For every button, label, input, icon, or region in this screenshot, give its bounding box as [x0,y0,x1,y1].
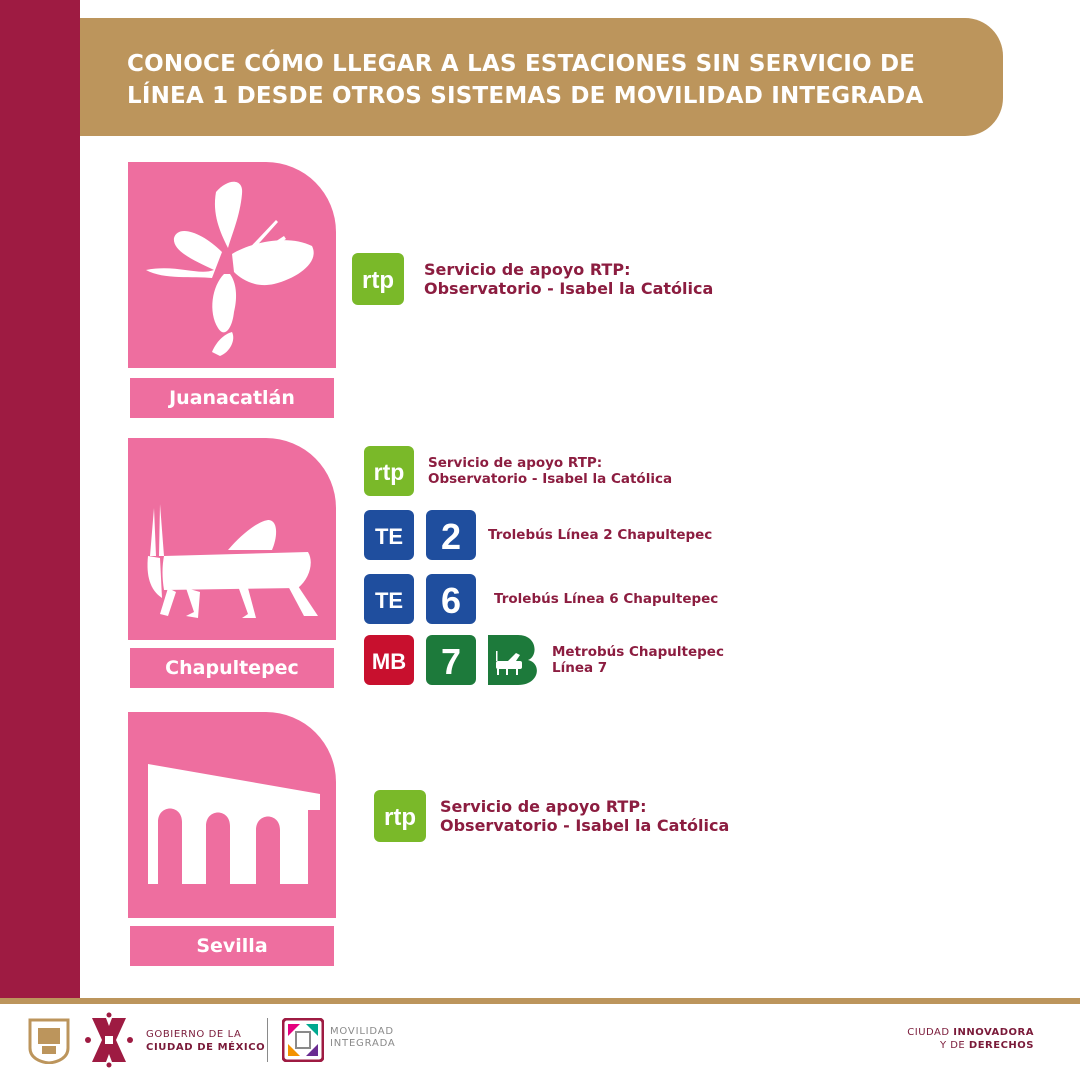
service-title: Trolebús Línea 6 Chapultepec [494,590,719,607]
gobierno-line-2: CIUDAD DE MÉXICO [146,1042,266,1053]
service-text [428,455,672,487]
line-2-badge [426,510,476,560]
service-title: Servicio de apoyo RTP: [440,796,647,816]
svg-text:TE: TE [374,524,404,549]
grasshopper-icon [128,438,336,640]
svg-text:TE: TE [374,588,404,613]
gobierno-line-1: GOBIERNO DE LA [146,1029,242,1040]
station-chapultepec [128,438,336,688]
service-item [364,574,718,624]
ciudad-innovadora-label [907,1026,1034,1052]
slogan-emphasis: INNOVADORA [953,1027,1034,1038]
service-text [552,644,724,676]
service-title: Metrobús Chapultepec [552,643,724,660]
service-route: Línea 7 [552,660,608,676]
metrobus-logo [364,635,414,685]
service-text [440,797,729,835]
service-title: Servicio de apoyo RTP: [424,259,631,279]
slogan-emphasis: DERECHOS [968,1040,1034,1051]
trolleybus-logo [364,510,414,560]
station-name-label: Sevilla [130,926,334,966]
header-band [80,18,1003,136]
movilidad-line-2: INTEGRADA [330,1038,396,1049]
side-bar [0,0,80,998]
header-title-line-1: CONOCE CÓMO LLEGAR A LAS ESTACIONES SIN SERVICIO DE [127,51,916,77]
svg-text:rtp: rtp [373,459,405,485]
trolleybus-logo [364,574,414,624]
svg-text:6: 6 [440,580,462,621]
service-item [374,790,729,842]
service-item [364,446,672,496]
svg-text:7: 7 [440,641,462,682]
service-text [488,527,712,543]
movilidad-integrada-logo-icon [282,1018,324,1062]
line-6-badge [426,574,476,624]
station-pictogram [128,162,336,368]
rtp-logo [364,446,414,496]
cdmx-coat-of-arms-icon [28,1018,70,1064]
station-sevilla [128,712,336,966]
cdmx-logo-icon [84,1012,134,1068]
service-route: Observatorio - Isabel la Católica [424,279,714,298]
gobierno-cdmx-label [146,1028,265,1054]
service-route: Observatorio - Isabel la Católica [440,816,730,835]
station-juanacatlan [128,162,336,418]
station-pictogram [128,438,336,640]
station-name-label: Chapultepec [130,648,334,688]
butterfly-icon [128,162,336,368]
service-text [494,591,718,607]
svg-text:2: 2 [440,516,462,557]
service-item [364,510,712,560]
footer [0,1004,1080,1080]
service-route: Observatorio - Isabel la Católica [428,471,673,487]
service-item [352,253,713,305]
service-title: Servicio de apoyo RTP: [428,454,603,471]
station-pictogram [128,712,336,918]
svg-text:MB: MB [371,649,407,674]
rtp-logo [352,253,404,305]
footer-divider [267,1018,268,1062]
service-item [364,635,724,685]
aqueduct-icon [128,712,336,918]
movilidad-integrada-label [330,1026,396,1050]
rtp-logo [374,790,426,842]
header-title-line-2: LÍNEA 1 DESDE OTROS SISTEMAS DE MOVILIDAD INTEGRADA [127,83,924,109]
svg-text:rtp: rtp [362,267,394,294]
line-7-badge [426,635,476,685]
station-name-label: Juanacatlán [130,378,334,418]
slogan-part: CIUDAD [907,1027,954,1038]
slogan-part: Y DE [939,1040,969,1051]
service-title: Trolebús Línea 2 Chapultepec [488,526,713,543]
movilidad-line-1: MOVILIDAD [330,1026,394,1037]
metrobus-station-icon [488,635,540,685]
service-text [424,260,713,298]
svg-text:rtp: rtp [384,804,416,831]
